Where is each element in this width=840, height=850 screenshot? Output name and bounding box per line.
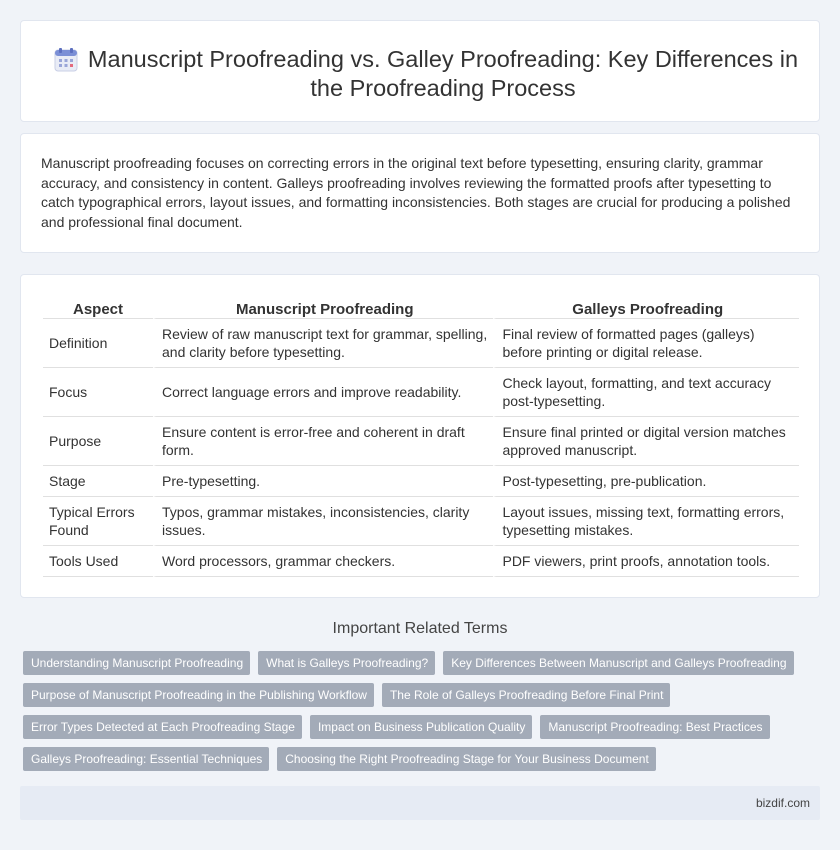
cell-galleys: Check layout, formatting, and text accuracy post-typesetting. [493, 368, 799, 417]
related-terms-list [23, 651, 823, 779]
table-row [43, 417, 799, 466]
comparison-table [43, 295, 799, 577]
header-galleys: Galleys Proofreading [493, 295, 799, 319]
cell-aspect: Purpose [43, 417, 153, 466]
related-term-link[interactable]: Key Differences Between Manuscript and Galleys Proofreading [443, 651, 793, 675]
cell-manuscript: Pre-typesetting. [153, 466, 493, 497]
page-title: Manuscript Proofreading vs. Galley Proofreading: Key Differences in the Proofreading Process [87, 46, 799, 101]
related-term-link[interactable]: What is Galleys Proofreading? [258, 651, 435, 675]
related-term-link[interactable]: Understanding Manuscript Proofreading [23, 651, 250, 675]
table-row [43, 319, 799, 368]
cell-manuscript: Review of raw manuscript text for grammar, spelling, and clarity before typesetting. [153, 319, 493, 368]
related-term-link[interactable]: Impact on Business Publication Quality [310, 715, 532, 739]
table-row [43, 368, 799, 417]
cell-galleys: PDF viewers, print proofs, annotation tools. [493, 546, 799, 577]
related-term-link[interactable]: Choosing the Right Proofreading Stage for Your Business Document [277, 747, 656, 771]
tag-row [23, 651, 823, 683]
comparison-card [20, 274, 820, 598]
table-row [43, 466, 799, 497]
cell-manuscript: Word processors, grammar checkers. [153, 546, 493, 577]
cell-aspect: Focus [43, 368, 153, 417]
cell-aspect: Typical Errors Found [43, 497, 153, 546]
tag-row [23, 715, 823, 747]
tag-row [23, 747, 823, 779]
table-header-row [43, 295, 799, 319]
cell-manuscript: Ensure content is error-free and coherent in draft form. [153, 417, 493, 466]
related-terms-title: Important Related Terms [332, 620, 508, 637]
footer [20, 786, 820, 820]
cell-galleys: Ensure final printed or digital version matches approved manuscript. [493, 417, 799, 466]
cell-manuscript: Correct language errors and improve readability. [153, 368, 493, 417]
cell-aspect: Stage [43, 466, 153, 497]
cell-aspect: Tools Used [43, 546, 153, 577]
cell-galleys: Layout issues, missing text, formatting errors, typesetting mistakes. [493, 497, 799, 546]
related-term-link[interactable]: The Role of Galleys Proofreading Before Final Print [382, 683, 670, 707]
table-row [43, 497, 799, 546]
calendar-icon [53, 47, 79, 73]
related-term-link[interactable]: Manuscript Proofreading: Best Practices [540, 715, 769, 739]
header-aspect: Aspect [43, 295, 153, 319]
footer-site-link[interactable]: bizdif.com [755, 796, 810, 810]
cell-galleys: Post-typesetting, pre-publication. [493, 466, 799, 497]
table-row [43, 546, 799, 577]
related-term-link[interactable]: Galleys Proofreading: Essential Techniques [23, 747, 269, 771]
related-term-link[interactable]: Error Types Detected at Each Proofreading Stage [23, 715, 302, 739]
tag-row [23, 683, 823, 715]
cell-manuscript: Typos, grammar mistakes, inconsistencies, clarity issues. [153, 497, 493, 546]
cell-aspect: Definition [43, 319, 153, 368]
related-term-link[interactable]: Purpose of Manuscript Proofreading in the Publishing Workflow [23, 683, 374, 707]
header-card [20, 20, 820, 122]
intro-text: Manuscript proofreading focuses on correcting errors in the original text before typesetting, ensuring clarity, grammar accuracy, and consistency in content. Galleys proofreading involves reviewing the formatted proofs after typesetting to catch typographical errors, layout issues, and formatting inconsistencies. Both stages are crucial for producing a polished and professional final document. [41, 155, 791, 230]
intro-card [20, 133, 820, 253]
header-manuscript: Manuscript Proofreading [153, 295, 493, 319]
cell-galleys: Final review of formatted pages (galleys) before printing or digital release. [493, 319, 799, 368]
